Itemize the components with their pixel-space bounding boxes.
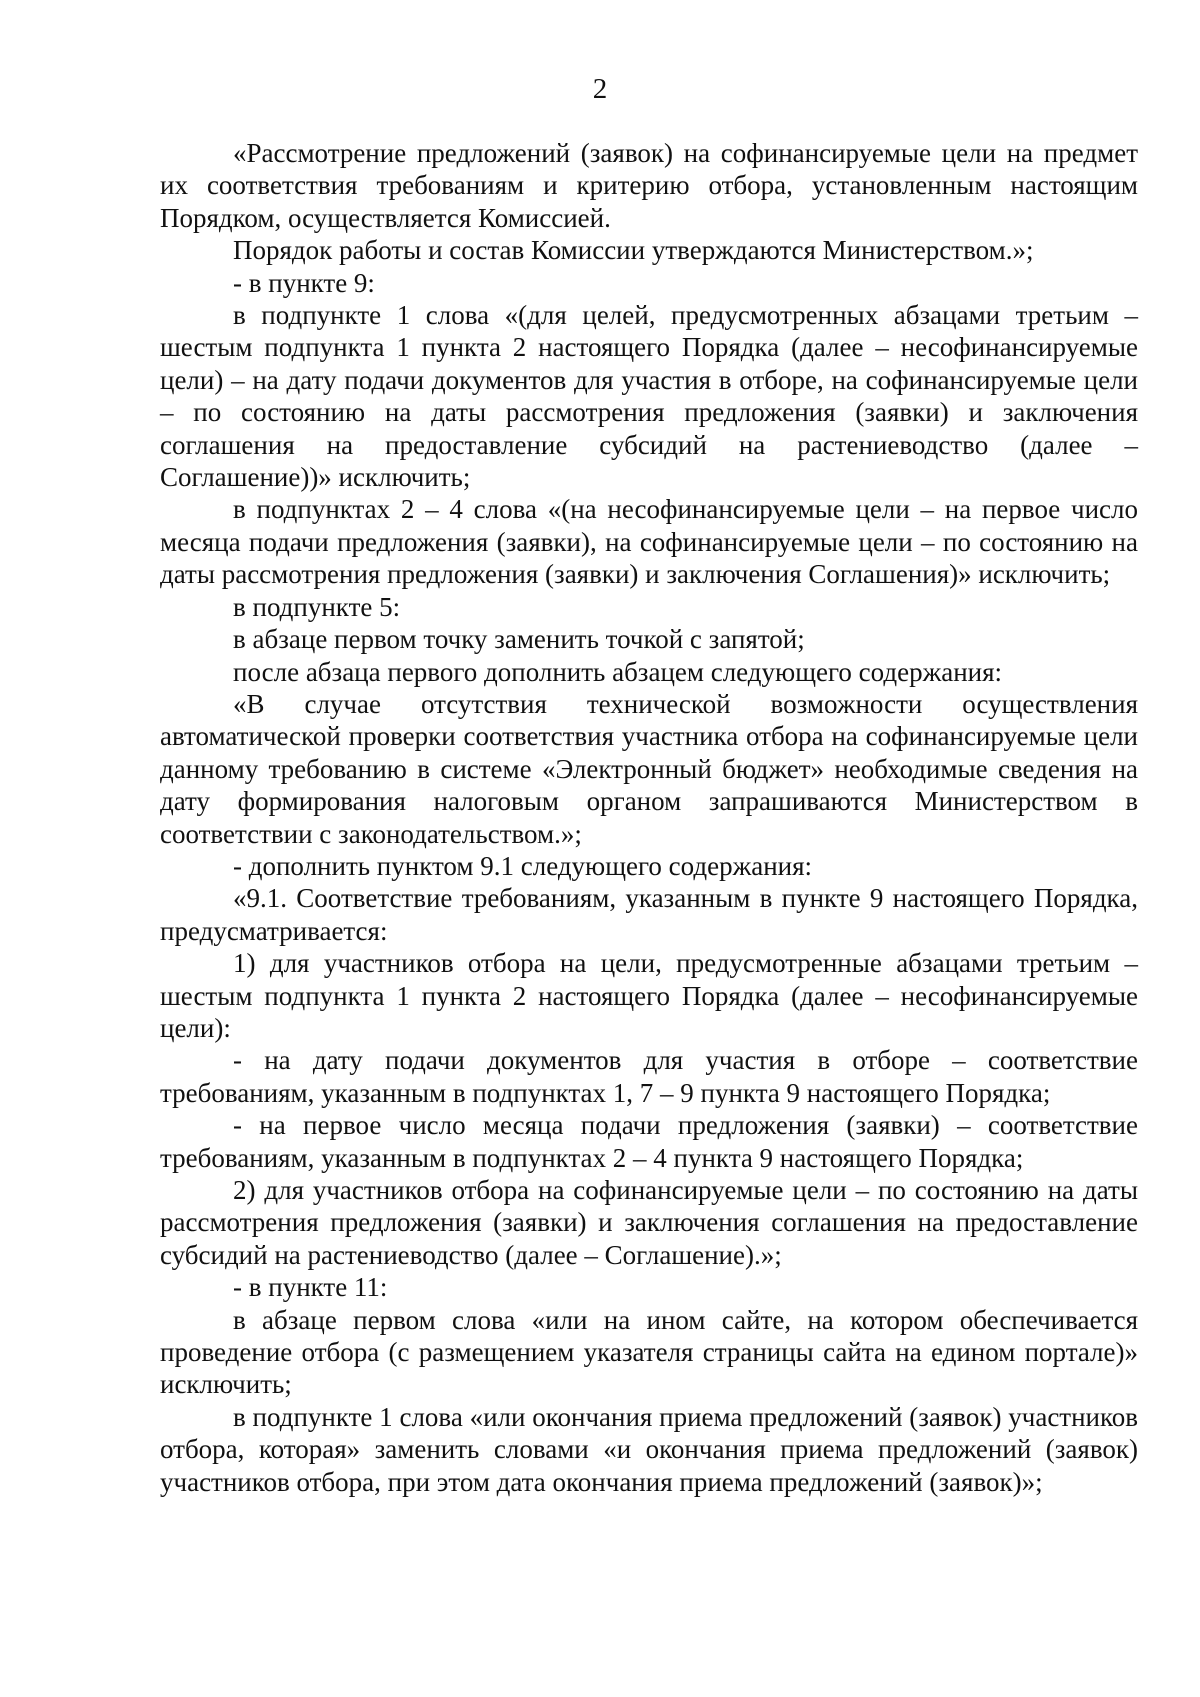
paragraph: в абзаце первом точку заменить точкой с запятой; xyxy=(233,624,805,655)
paragraph: - дополнить пунктом 9.1 следующего содержания: xyxy=(233,850,813,881)
paragraph: Порядок работы и состав Комиссии утверждаются Министерством.»; xyxy=(233,235,1034,266)
document-body xyxy=(160,137,1138,1498)
paragraph: в подпунктах 2 – 4 слова «(на несофинансируемые цели – на первое число месяца подачи предложения (заявки), на софинансируемые цели – по состоянию на даты рассмотрения предложения (заявки) и заключения Соглашения)» исключить; xyxy=(160,494,1138,590)
paragraph: после абзаца первого дополнить абзацем следующего содержания: xyxy=(233,656,1003,687)
paragraph: «В случае отсутствия технической возможности осуществления автоматической проверки соответствия участника отбора на софинансируемые цели данному требованию в системе «Электронный бюджет» необходимые сведения на дату формирования налоговым органом запрашиваются Министерством в соответствии с законодательством.»; xyxy=(160,688,1138,849)
paragraph: в подпункте 5: xyxy=(233,591,401,622)
paragraph: - на первое число месяца подачи предложения (заявки) – соответствие требованиям, указанным в подпунктах 2 – 4 пункта 9 настоящего Порядка; xyxy=(160,1110,1138,1173)
paragraph: - на дату подачи документов для участия в отборе – соответствие требованиям, указанным в подпунктах 1, 7 – 9 пункта 9 настоящего Порядка; xyxy=(160,1045,1138,1108)
page-number: 2 xyxy=(592,73,608,105)
paragraph: в подпункте 1 слова «или окончания приема предложений (заявок) участников отбора, которая» заменить словами «и окончания приема предложений (заявок) участников отбора, при этом дата окончания приема предложений (заявок)»; xyxy=(160,1401,1138,1497)
paragraph: «Рассмотрение предложений (заявок) на софинансируемые цели на предмет их соответствия требованиям и критерию отбора, установленным настоящим Порядком, осуществляется Комиссией. xyxy=(160,138,1138,233)
paragraph: в абзаце первом слова «или на ином сайте, на котором обеспечивается проведение отбора (с размещением указателя страницы сайта на едином портале)» исключить; xyxy=(160,1304,1138,1400)
paragraph: 1) для участников отбора на цели, предусмотренные абзацами третьим – шестым подпункта 1 пункта 2 настоящего Порядка (далее – несофинансируемые цели): xyxy=(160,948,1138,1043)
paragraph: 2) для участников отбора на софинансируемые цели – по состоянию на даты рассмотрения предложения (заявки) и заключения соглашения на предоставление субсидий на растениеводство (далее – Соглашение).»; xyxy=(160,1175,1138,1270)
paragraph: - в пункте 11: xyxy=(233,1272,388,1303)
paragraph: - в пункте 9: xyxy=(233,267,375,298)
paragraph: в подпункте 1 слова «(для целей, предусмотренных абзацами третьим – шестым подпункта 1 пункта 2 настоящего Порядка (далее – несофинансируемые цели) – на дату подачи документов для участия в отборе, на софинансируемые цели – по состоянию на даты рассмотрения предложения (заявки) и заключения соглашения на предоставление субсидий на растениеводство (далее – Соглашение))» исключить; xyxy=(160,300,1138,493)
paragraph: «9.1. Соответствие требованиям, указанным в пункте 9 настоящего Порядка, предусматривается: xyxy=(160,883,1138,946)
